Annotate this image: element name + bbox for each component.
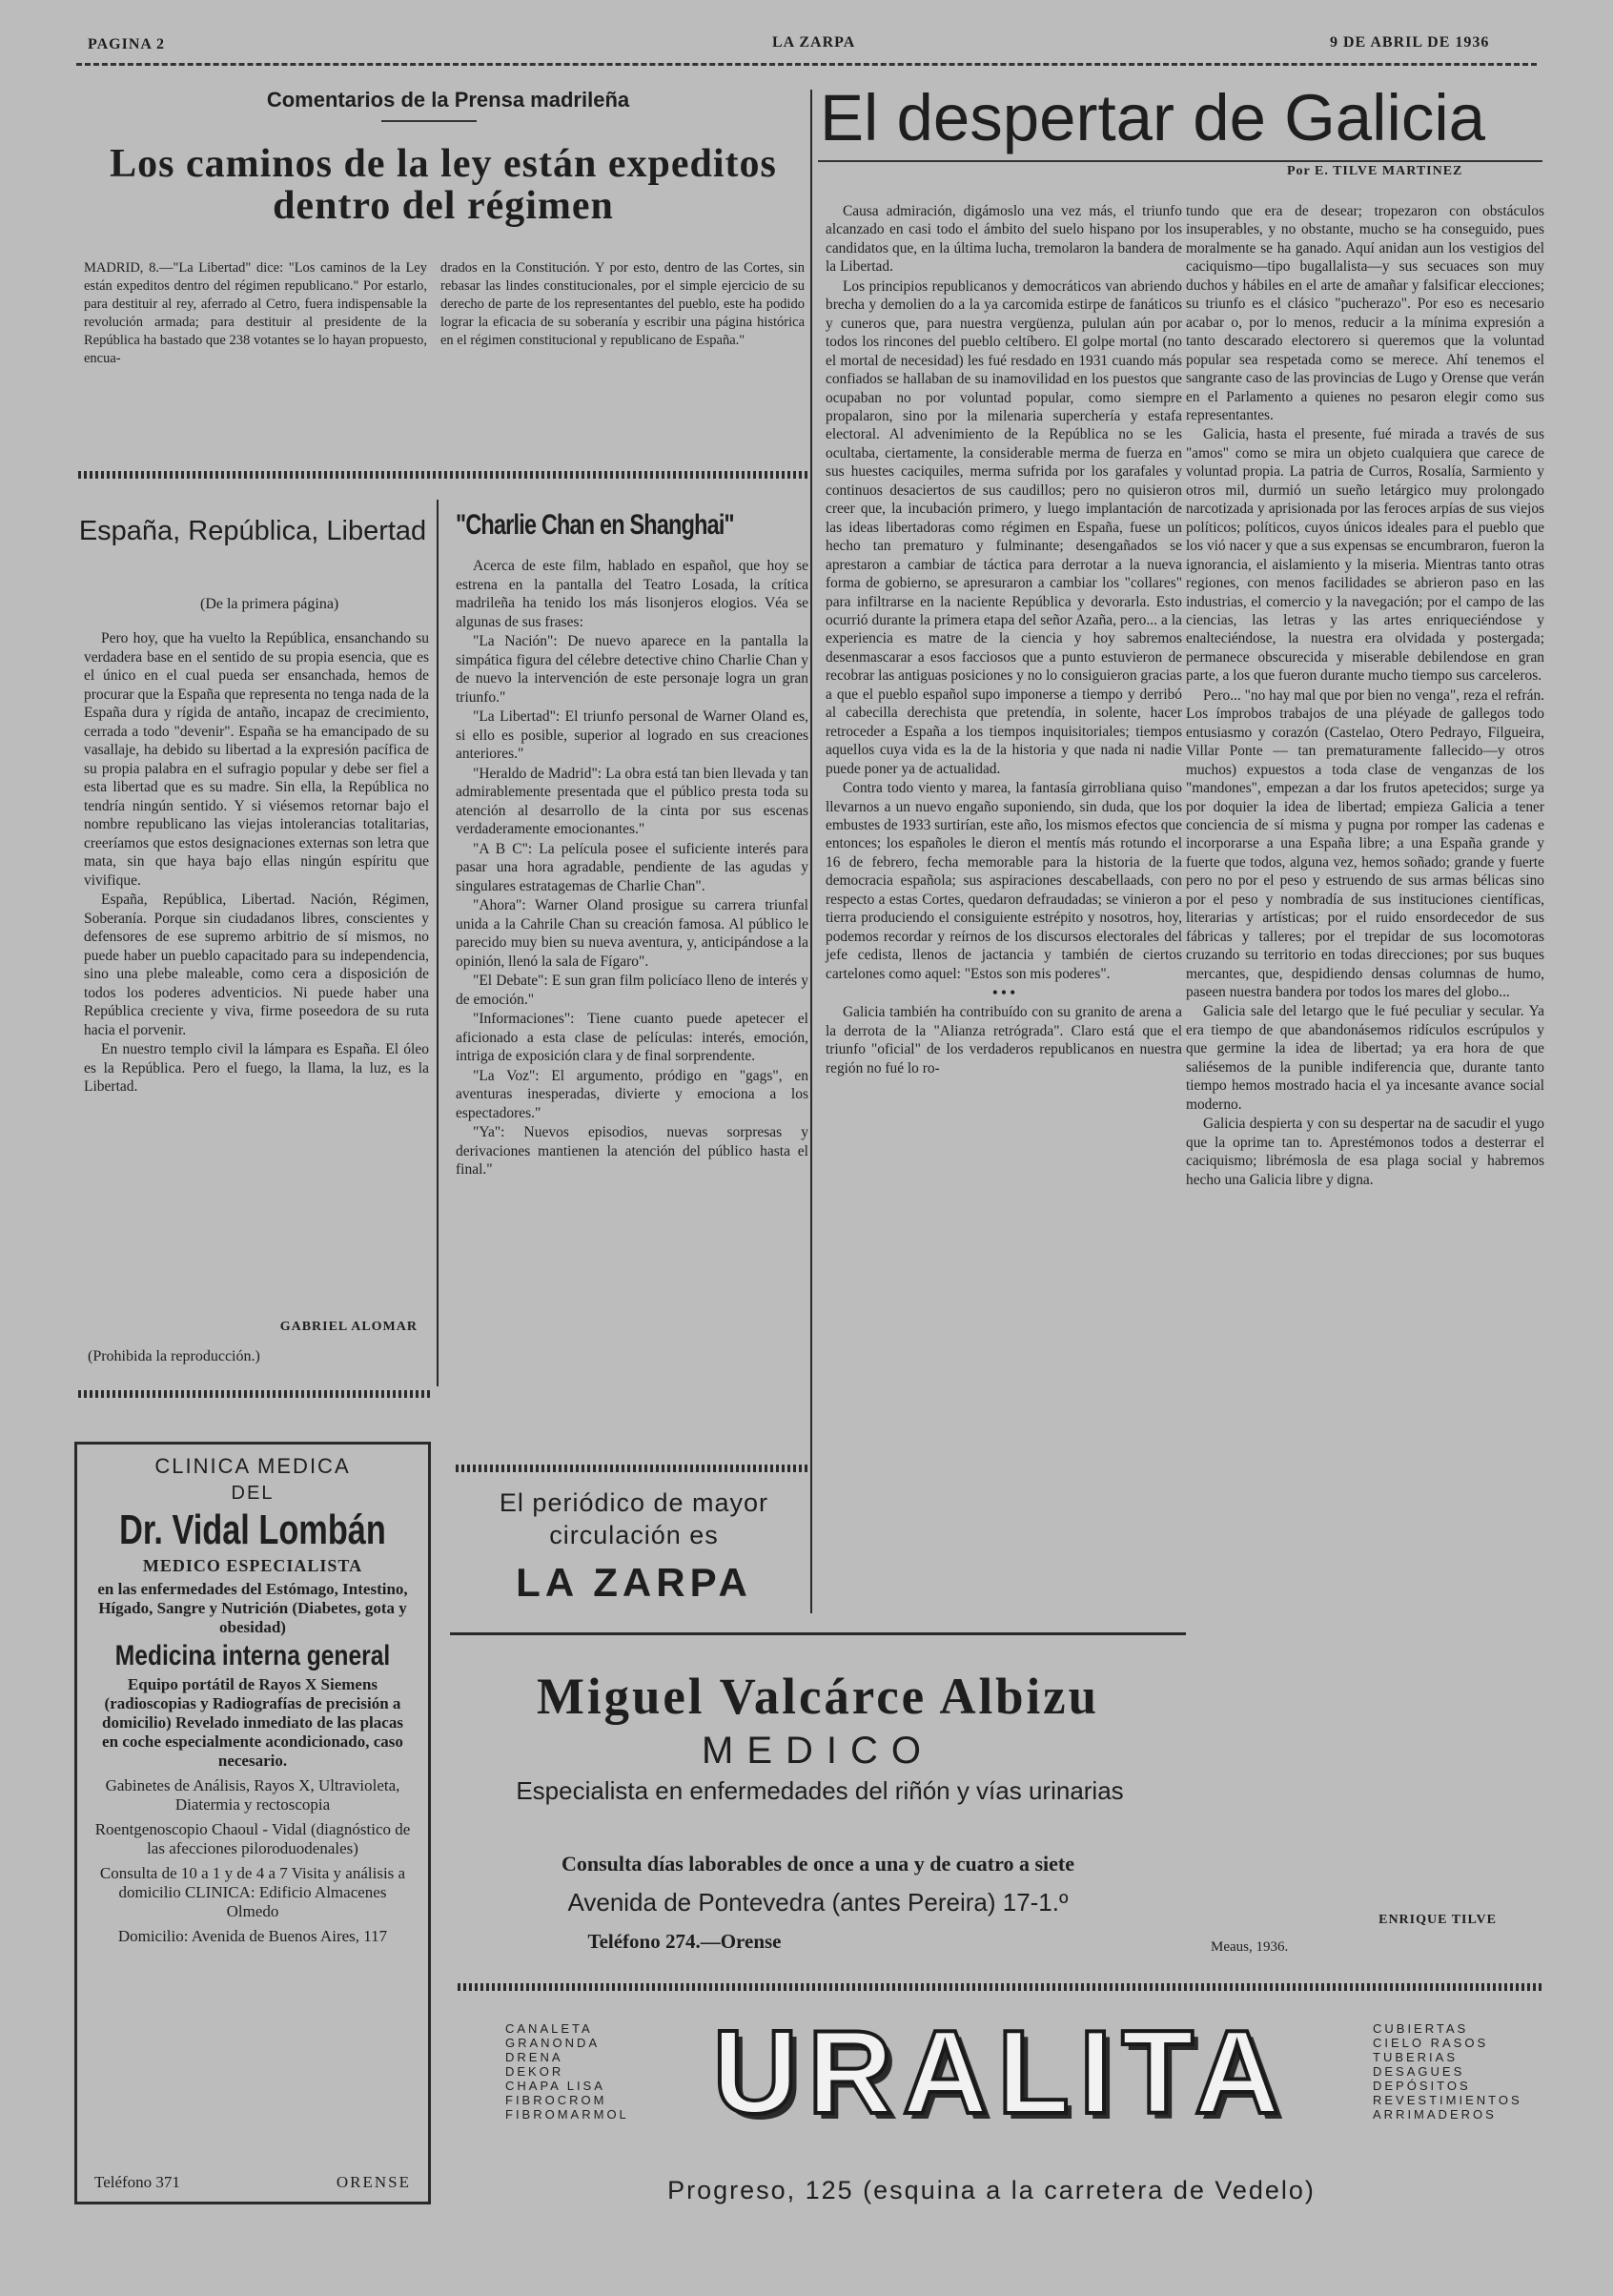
- charlie-paragraph: "La Libertad": El triunfo personal de Warner Oland es, si ello es posible, superior al logrado en sus creaciones anteriores.": [456, 708, 808, 762]
- uralita-left-item: FIBROMARMOL: [505, 2107, 629, 2122]
- galicia-byline: Por E. TILVE MARTINEZ: [1287, 164, 1463, 178]
- clinica-medicina: Medicina interna general: [114, 1640, 391, 1671]
- clinica-phone: Teléfono 371: [94, 2173, 180, 2191]
- espana-body: [84, 629, 429, 1097]
- clinica-doctor: Dr. Vidal Lombán: [119, 1507, 386, 1553]
- uralita-right-list: [1373, 2021, 1522, 2122]
- page-number: PAGINA 2: [88, 36, 166, 52]
- miguel-address: Avenida de Pontevedra (antes Pereira) 17-1.º: [567, 1888, 1069, 1917]
- section-divider: [78, 1390, 431, 1398]
- promo-line2: circulación es: [549, 1521, 719, 1549]
- galicia-paragraph: Galicia, hasta el presente, fué mirada a través de sus "amos" como se mira un objeto cualquiera que carece de voluntad propia. La patria de Curros, Rosalía, Sarmiento y otros mil, durmió un sueño letárgico muy prolongado narcotizada y aprisionada por las feroces arpías de sus viejos políticos; políticos, cuyos únicos ideales para el pueblo que los vió nacer y que a sus expensas se encumbraron, fueron la ignorancia, el aislamiento y la miseria. Mientras tanto otras regiones, con menos facilidades se abrieron paso en las industrias, el comercio y la navegación; por el campo de las ciencias, las letras y las artes enriqueciéndose y enalteciéndose, la nuestra era olvidada y postergada; permanece obscurecida y miserable debilendose en gran parte, a los que fueron durante mucho tiempo sus carceleros.: [1186, 426, 1544, 685]
- miguel-role: MEDICO: [702, 1730, 934, 1772]
- newspaper-name: LA ZARPA: [772, 34, 856, 51]
- header-rule: [76, 63, 1537, 66]
- clinica-line2: DEL: [231, 1483, 275, 1504]
- charlie-paragraph: "La Nación": De nuevo aparece en la pantalla la simpática figura del célebre detective chino Charlie Chan y de nuevo la intervención de este personaje logra un gran triunfo.": [456, 633, 808, 706]
- title-rule: [818, 160, 1542, 162]
- galicia-paragraph: Pero... "no hay mal que por bien no venga", reza el refrán. Los ímprobos trabajos de una pléyade de gallegos todo entusiasmo y corazón (Castelao, Otero Pedrayo, Filgueira, Villar Ponte — tan prematuramente fallecido—y otros muchos) expuestos a toda clase de venganzas de los "mandones", empezan a dar los frutos apetecidos; surge ya por doquier la idea de libertad; empieza Galicia a tener conciencia de sí misma y pugna por romper las cadenas e incorporarse a una España libre; a una España grande y fuerte que todos, alguna vez, hemos soñado; grande y fuerte pero no por el peso y estruendo de sus armas bélicas sino por el peso y nombradía de sus instituciones científicas, literarias y artísticas; por el ruido ensordecedor de sus fábricas y talleres; por el trepidar de sus locomotoras cruzando su territorio en todas direcciones; por sus buques mercantes, que, despidiendo densas columnas de humo, paseen nuestra bandera por todos los mares del globo...: [1186, 687, 1544, 1001]
- clinica-domicilio: Domicilio: Avenida de Buenos Aires, 117: [117, 1927, 388, 1945]
- comentarios-col1: MADRID, 8.—"La Libertad" dice: "Los caminos de la Ley están expeditos dentro del régimen republicano." Por estarlo, para destituir al rey, aferrado al Cetro, fuera indispensable la revolución armada; para destituir al presidente de la República ha bastado que 238 votantes se lo hayan propuesto, encua-: [84, 260, 427, 366]
- uralita-left-list: [505, 2021, 629, 2122]
- clinica-city: ORENSE: [336, 2173, 411, 2191]
- miguel-name: Miguel Valcárce Albizu: [537, 1668, 1099, 1725]
- uralita-right-item: ARRIMADEROS: [1373, 2107, 1497, 2122]
- galicia-col1: [826, 202, 1182, 1078]
- charlie-paragraph: "Ahora": Warner Oland prosigue su carrera triunfal unida a la Cahrile Chan su creación famosa. Al público le parecido muy bien su nueva aventura, y, anticipándose a la opinión, llenó la sala de Fígaro".: [456, 897, 808, 970]
- clinica-roentgen: Roentgenoscopio Chaoul - Vidal (diagnóstico de las afecciones piloroduodenales): [94, 1820, 411, 1857]
- espana-paragraph: España, República, Libertad. Nación, Régimen, Soberanía. Porque sin ciudadanos libres, conscientes y defensores de ese supremo arbitrio de sí mismos, no puede haber un pueblo capacitado para su independencia, sino una plebe maleable, como cera a disposición de todos los poderes adventicios. Ni puede haber una República creciente y viva, firme poseedora de su ruta hacia el porvenir.: [84, 892, 429, 1038]
- espana-paragraph: Pero hoy, que ha vuelto la República, ensanchando su verdadera base en el sentido de su propia esencia, que es el único en el cual pueda ser ensanchada, hemos de procurar que la España que representa no tenga nada de la España dura y rígida de antaño, incapaz de crecimiento, cerrada a todo "devenir". España se ha emancipado de su vasallaje, ha debido su libertad a la expresión pacífica de su propia palabra en el sufragio popular y debe ser fiel a esta libertad que es su madre. Sin ella, la República no tendría ningún sentido. Y si viésemos retornar bajo el nombre republicano las viejas intolerancias totalitarias, creeríamos que estos designaciones externas son letra que mata, sin que haya bajo ellas ningún espíritu que vivifique.: [84, 630, 429, 889]
- charlie-paragraph: "El Debate": E sun gran film policíaco lleno de interés y de emoción.": [456, 973, 808, 1008]
- espana-paragraph: En nuestro templo civil la lámpara es España. El óleo es la República. Pero el fuego, la llama, la luz, es la Libertad.: [84, 1041, 429, 1095]
- promo-paper: LA ZARPA: [516, 1560, 752, 1605]
- column-rule: [810, 90, 812, 1613]
- uralita-right-item: REVESTIMIENTOS: [1373, 2093, 1522, 2107]
- espana-note: (Prohibida la reproducción.): [88, 1348, 260, 1364]
- comentarios-kicker: Comentarios de la Prensa madrileña: [266, 88, 630, 112]
- issue-date: 9 DE ABRIL DE 1936: [1330, 34, 1490, 51]
- uralita-address: Progreso, 125 (esquina a la carretera de Vedelo): [667, 2176, 1316, 2204]
- uralita-left-item: DEKOR: [505, 2064, 564, 2079]
- uralita-right-item: CIELO RASOS: [1373, 2036, 1489, 2050]
- uralita-left-item: CANALETA: [505, 2021, 593, 2036]
- espana-subtitle: (De la primera página): [200, 596, 339, 612]
- uralita-right-item: TUBERIAS: [1373, 2050, 1459, 2064]
- galicia-asterisks: • • •: [992, 985, 1015, 1002]
- galicia-author: ENRIQUE TILVE: [1378, 1913, 1497, 1927]
- galicia-paragraph: tundo que era de desear; tropezaron con obstáculos insuperables, y no obstante, mucho se ha conseguido, pues moralmente se ha ganado. Aquí anidan aun los vestigios del caciquismo—tipo bugallalista—y sus secuaces son muy duchos y hábiles en el arte de amañar y falsificar elecciones; su triunfo es el clásico "pucherazo". Por eso es necesario acabar o, por lo menos, reducir a la mínima expresión a tanto descarado electorero si queremos que la voluntad popular sea respetada como se merece. Ahí tenemos el sangrante caso de las provincias de Lugo y Orense que verán en el Parlamento a quienes no pesaron elegir como sus representantes.: [1186, 203, 1544, 423]
- charlie-paragraph: Acerca de este film, hablado en español, que hoy se estrena en la pantalla del Teatro Losada, la crítica madrileña ha tenido los más lisonjeros elogios. Véa se algunas de sus frases:: [456, 558, 808, 630]
- comentarios-col2: drados en la Constitución. Y por esto, dentro de las Cortes, sin rebasar las lindes constitucionales, por el simple ejercicio de su derecho de parte de los representantes del pueblo, este ha podido lograr la eficacia de su soberanía y escribir una página histórica en el régimen constitucional y republicano de España.": [440, 260, 805, 348]
- charlie-paragraph: "Heraldo de Madrid": La obra está tan bien llevada y tan admirablemente presentada que el público presta toda su atención al desarrollo de la cinta por sus escenas verdaderamente emocionantes.": [456, 765, 808, 837]
- charlie-paragraph: "Ya": Nuevos episodios, nuevas sorpresas y derivaciones mantienen la atención del público hasta el final.": [456, 1124, 808, 1178]
- clinica-gabinetes: Gabinetes de Análisis, Rayos X, Ultravioleta, Diatermia y rectoscopia: [105, 1776, 400, 1814]
- kicker-rule: [381, 120, 477, 122]
- column-rule: [437, 500, 439, 1386]
- section-divider: [78, 471, 810, 479]
- section-divider: [456, 1465, 808, 1472]
- galicia-place: Meaus, 1936.: [1211, 1939, 1289, 1955]
- uralita-left-item: FIBROCROM: [505, 2093, 607, 2107]
- charlie-body: [456, 557, 808, 1180]
- ad-rule: [450, 1632, 1186, 1635]
- miguel-hours: Consulta días laborables de once a una y de cuatro a siete: [561, 1852, 1074, 1876]
- galicia-paragraph: Galicia despierta y con su despertar na de sacudir el yugo que la oprime tan to. Aprestémonos todos a desterrar el caciquismo; librémosla de esa plaga social y habremos hecho una Galicia libre y digna.: [1186, 1116, 1544, 1188]
- espana-title: España, República, Libertad: [78, 516, 427, 546]
- galicia-paragraph: Contra todo viento y marea, la fantasía girrobliana quiso llevarnos a un nuevo engaño suponiendo, sin duda, que los embustes de 1933 surtirían, este año, los mismos efectos que entonces; los españoles le dieron el mentís más rotundo el 16 de febrero, fecha memorable para la historia de la democracia española; sus aspiraciones descabellaads, con respecto a estas Cortes, quedaron defraudadas; se vinieron a tierra produciendo el consiguiente estrépito y nosotros, hoy, podemos recordar y reírnos de los discursos electorales del jefe cedista, llenos de jactancia y también de ciertos cartelones como aquel: "Estos son mis poderes".: [826, 780, 1183, 982]
- uralita-left-item: GRANONDA: [505, 2036, 601, 2050]
- miguel-specialty: Especialista en enfermedades del riñón y vías urinarias: [516, 1776, 1124, 1805]
- galicia-paragraph: Galicia sale del letargo que le fué peculiar y secular. Ya era tiempo de que abandonásemos ridículos escrúpulos y que germine la idea de libertad; ya era hora de que saliésemos de la punible indiferencia que, durante tanto tiempo hemos mostrado hacia el ya incesante avance social moderno.: [1186, 1003, 1544, 1113]
- uralita-brand: URALITA: [712, 2007, 1290, 2139]
- uralita-right-item: DEPÓSITOS: [1373, 2079, 1471, 2093]
- uralita-right-item: DESAGUES: [1373, 2064, 1465, 2079]
- clinica-ad: [74, 1442, 431, 2204]
- section-divider: [458, 1983, 1544, 1991]
- charlie-paragraph: "La Voz": El argumento, pródigo en "gags", en aventuras inesperadas, divierte y emociona a los espectadores.": [456, 1067, 808, 1121]
- uralita-left-item: DRENA: [505, 2050, 563, 2064]
- galicia-paragraph: Causa admiración, digámoslo una vez más, el triunfo alcanzado en casi todo el ámbito del suelo hispano por los candidatos que, en la última lucha, tremolaron la bandera de la Libertad.: [826, 203, 1182, 276]
- clinica-specialty: en las enfermedades del Estómago, Intestino, Hígado, Sangre y Nutrición (Diabetes, gota y obesidad): [97, 1580, 408, 1636]
- galicia-paragraph: Galicia también ha contribuído con su granito de arena a la derrota de la "Alianza retrógrada". Claro está que el triunfo "oficial" de los verdaderos republicanos en nuestra región no fué lo ro-: [826, 1004, 1182, 1076]
- clinica-role: MEDICO ESPECIALISTA: [142, 1556, 363, 1575]
- galicia-title: El despertar de Galicia: [820, 81, 1486, 154]
- galicia-paragraph: Los principios republicanos y democráticos van abriendo brecha y demolien do a la ya carcomida estirpe de fanáticos y cuneros que, para nuestra vergüenza, pululan aún por todos los rincones del pueblo celtíbero. El golpe mortal (no el mortal de necesidad) les fué resdado en 1931 cuando más confiados se hallaban de su inamovilidad en los puestos que ocupaban no por voluntad popular, como siempre propalaron, sino por la milenaria superchería y estafa electoral. Al advenimiento de la República no se les ocultaba, ciertamente, la considerable merma de fuerza en sus huestes caciquiles, merma sufrida por los garafales y continuos desaciertos de sus caudillos; pero no quisieron creer que, la incubación primero, y luego implantación de las ideas libertadoras como régimen en España, fuese un hecho tan prematuro y fulminante; desengañados se aprestaron a cambiar de táctica para derrotar a la nueva forma de gobierno, se apresuraron a cambiar los "collares" para infiltrarse en la naciente República y devorarla. Esto ocurrió durante la primera etapa del señor Azaña, pero... a la experiencia es matre de la ciencia y hoy sabremos desenmascarar a esos facciosos que a punto estuvieron de recobrar las antiguas posiciones y no lo consiguieron gracias a que el pueblo español supo imponerse a tiempo y derribó al cabecilla derechista que pretendía, in solente, hacer retroceder a España a los tiempos inquisitoriales; tiempos aquellos cuya vida es la de la historia y que nada ni nadie puede poner ya de actualidad.: [826, 277, 1182, 777]
- clinica-rayos: Equipo portátil de Rayos X Siemens (radioscopias y Radiografías de precisión a domicilio) Revelado inmediato de las placas en coche especialmente acondicionado, caso necesario.: [102, 1675, 403, 1770]
- charlie-paragraph: "Informaciones": Tiene cuanto puede apetecer el aficionado a esta clase de películas: interés, emoción, intriga de exposición clara y de final sorprendente.: [456, 1011, 808, 1064]
- espana-author: GABRIEL ALOMAR: [279, 1320, 418, 1334]
- uralita-right-item: CUBIERTAS: [1373, 2021, 1469, 2036]
- clinica-line1: CLINICA MEDICA: [154, 1454, 351, 1478]
- promo-line1: El periódico de mayor: [499, 1488, 769, 1517]
- galicia-col2: [1186, 202, 1544, 1190]
- comentarios-headline: Los caminos de la ley están expeditos dentro del régimen: [110, 142, 777, 228]
- clinica-consulta: Consulta de 10 a 1 y de 4 a 7 Visita y análisis a domicilio CLINICA: Edificio Almacenes Olmedo: [99, 1864, 406, 1920]
- charlie-paragraph: "A B C": La película posee el suficiente interés para pasar una hora agradable, pendiente de las agudas y singulares estratagemas de Charlie Chan".: [456, 840, 808, 894]
- miguel-phone: Teléfono 274.—Orense: [587, 1930, 782, 1953]
- charlie-title: "Charlie Chan en Shanghai": [456, 509, 734, 541]
- uralita-left-item: CHAPA LISA: [505, 2079, 605, 2093]
